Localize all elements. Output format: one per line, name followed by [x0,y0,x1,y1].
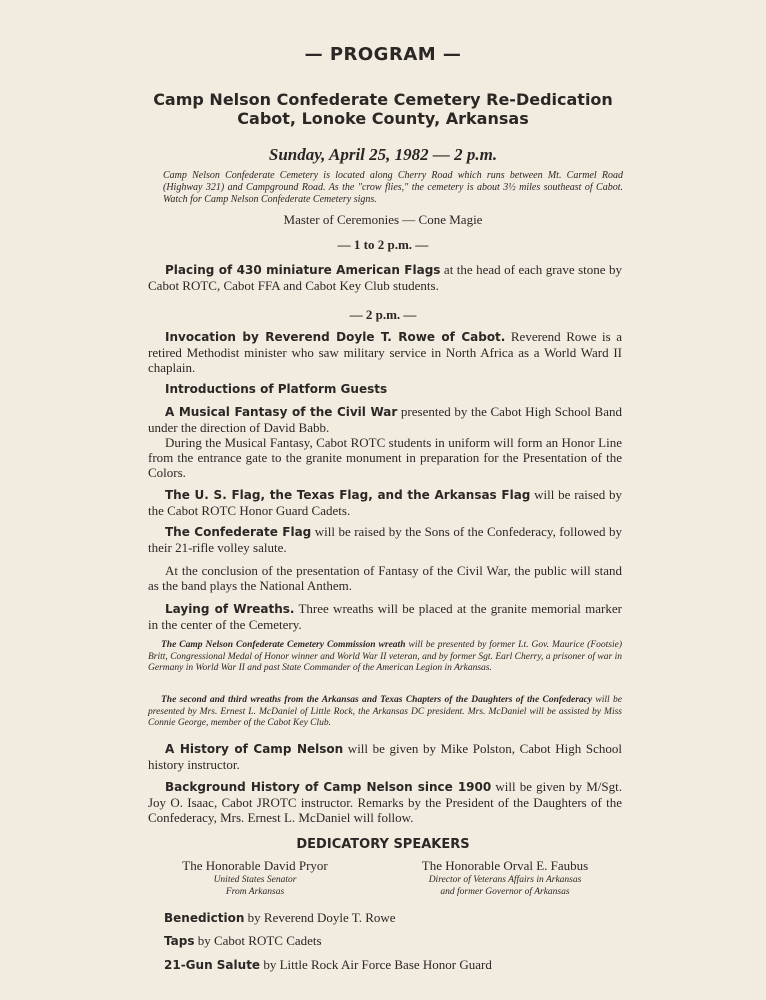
taps-bold: Taps [164,934,195,948]
salute-bold: 21-Gun Salute [164,958,261,972]
background-text: will be given by M/Sgt. Joy O. Isaac, Cabot JROTC instructor. Remarks by the President of the Daughters of the Confederacy, Mrs. Ernest L. McDaniel will follow. [148,779,622,825]
intro-paragraph: Camp Nelson Confederate Cemetery is located along Cherry Road which runs between Mt. Carmel Road (Highway 321) and Campground Road. As the "crow flies," the cemetery is about 3½ miles southeast of Cabot. Watch for Camp Nelson Confederate Cemetery signs. [163,170,623,205]
introductions-item [148,381,622,397]
anthem-item: At the conclusion of the presentation of Fantasy of the Civil War, the public will stand as the band plays the National Anthem. [148,563,622,593]
invocation-text: Reverend Rowe is a retired Methodist minister who saw military service in North Africa as a World Ward II chaplain. [148,329,622,375]
invocation-item [148,329,622,375]
us-flag-bold: The U. S. Flag, the Texas Flag, and the Arkansas Flag [165,488,531,502]
wreath-note-2-bold: The second and third wreaths from the Arkansas and Texas Chapters of the Daughters of the Confederacy [161,695,593,705]
event-location: Cabot, Lonoke County, Arkansas [237,109,529,128]
speaker-faubus [400,858,610,898]
confederate-flag-bold: The Confederate Flag [165,525,312,539]
wreath-note-1 [148,640,622,675]
speakers-heading: DEDICATORY SPEAKERS [296,837,470,852]
master-of-ceremonies: Master of Ceremonies — Cone Magie [283,212,483,227]
wreath-note-2-text: will be presented by Mrs. Ernest L. McDaniel of Little Rock, the Arkansas DC president. Mrs. McDaniel will be assisted by Miss Connie George, member of the Cabot Key Club. [148,695,622,728]
wreath-note-1-bold: The Camp Nelson Confederate Cemetery Commission wreath [161,640,406,650]
event-title: Camp Nelson Confederate Cemetery Re-Dedication [153,90,613,109]
speaker-pryor [175,858,335,898]
program-title: — PROGRAM — [304,44,462,65]
fantasy-note: During the Musical Fantasy, Cabot ROTC students in uniform will form an Honor Line from the entrance gate to the granite monument in preparation for the Presentation of the Colors. [148,435,622,480]
benediction-bold: Benediction [164,911,245,925]
flags-bold: Placing of 430 miniature American Flags [165,263,441,277]
speaker-name: The Honorable Orval E. Faubus [421,858,589,873]
wreath-note-2 [148,695,622,730]
flags-text: at the head of each grave stone by Cabot ROTC, Cabot FFA and Cabot Key Club students. [148,262,622,293]
confederate-flag-item [148,524,622,555]
benediction-item [164,910,396,926]
fantasy-text: presented by the Cabot High School Band under the direction of David Babb. [148,404,622,435]
speaker-role: and former Governor of Arkansas [440,887,570,897]
time-heading-1: — 1 to 2 p.m. — [337,237,429,252]
wreaths-item [148,601,622,632]
speaker-role: United States Senator [213,875,297,885]
invocation-bold: Invocation by Reverend Doyle T. Rowe of Cabot. [165,330,506,344]
confederate-flag-text: will be raised by the Sons of the Confederacy, followed by their 21-rifle volley salute. [148,524,622,555]
time-heading-2: — 2 p.m. — [349,307,417,322]
salute-text: by Little Rock Air Force Base Honor Guard [260,957,492,972]
speaker-role: Director of Veterans Affairs in Arkansas [428,875,582,885]
speaker-name: The Honorable David Pryor [182,858,328,873]
taps-item [164,933,322,949]
background-item [148,779,622,825]
event-date: Sunday, April 25, 1982 — 2 p.m. [268,145,498,164]
history-text: will be given by Mike Polston, Cabot High School history instructor. [148,741,622,772]
fantasy-item [148,404,622,435]
flags-item [148,262,622,293]
speaker-role: From Arkansas [225,887,285,897]
history-item [148,741,622,772]
benediction-text: by Reverend Doyle T. Rowe [244,910,396,925]
history-bold: A History of Camp Nelson [165,742,344,756]
wreath-note-1-text: will be presented by former Lt. Gov. Maurice (Footsie) Britt, Congressional Medal of Honor winner and World War II veteran, and by former Sgt. Earl Cherry, a prisoner of war in Germany in World War II and past State Commander of the American Legion in Arkansas. [148,640,622,673]
wreaths-bold: Laying of Wreaths. [165,602,295,616]
background-bold: Background History of Camp Nelson since 1900 [165,780,492,794]
us-flag-text: will be raised by the Cabot ROTC Honor Guard Cadets. [148,487,622,518]
taps-text: by Cabot ROTC Cadets [194,933,322,948]
us-flag-item [148,487,622,518]
introductions-bold: Introductions of Platform Guests [165,382,388,396]
wreaths-text: Three wreaths will be placed at the granite memorial marker in the center of the Cemetery. [148,601,622,632]
fantasy-bold: A Musical Fantasy of the Civil War [165,405,398,419]
event-heading [0,90,766,128]
salute-item [164,957,492,973]
